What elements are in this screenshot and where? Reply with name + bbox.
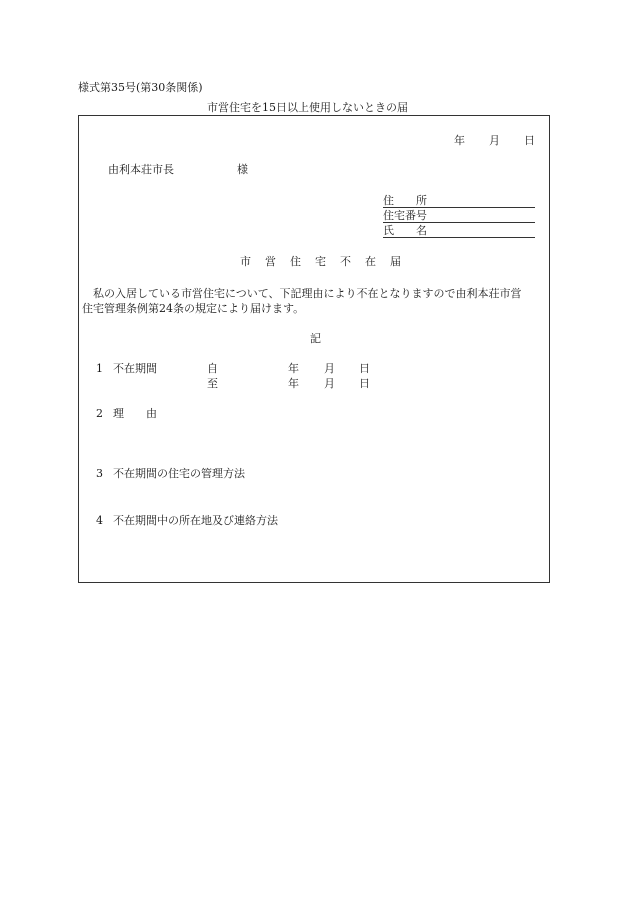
body-text-line2: 住宅管理条例第24条の規定により届けます。 — [82, 302, 305, 315]
item-1-label: 不在期間 — [113, 362, 157, 375]
addressee-honorific: 様 — [237, 163, 248, 176]
house-number-field[interactable] — [383, 209, 535, 223]
date-year-label: 年 — [454, 134, 465, 147]
addressee-name: 由利本荘市長 — [108, 163, 174, 176]
name-field[interactable] — [383, 224, 535, 238]
date-month-label: 月 — [489, 134, 500, 147]
from-year-label: 年 — [288, 362, 299, 375]
name-label: 氏 名 — [383, 224, 427, 237]
item-1-number: 1 — [96, 362, 103, 375]
item-3-label: 不在期間の住宅の管理方法 — [113, 467, 245, 480]
address-label: 住 所 — [383, 194, 427, 207]
to-day-label: 日 — [359, 377, 370, 390]
period-from-label: 自 — [207, 362, 218, 375]
period-to-label: 至 — [207, 377, 218, 390]
item-2-label: 理 由 — [113, 407, 157, 420]
from-day-label: 日 — [359, 362, 370, 375]
item-4-label: 不在期間中の所在地及び連絡方法 — [113, 514, 278, 527]
item-3-number: 3 — [96, 467, 103, 480]
document-title: 市営住宅不在届 — [240, 255, 415, 268]
form-number: 様式第35号(第30条関係) — [78, 81, 203, 94]
body-text-line1: 私の入居している市営住宅について、下記理由により不在となりますので由利本荘市営 — [93, 287, 522, 300]
ki-marker: 記 — [310, 332, 321, 345]
item-2-number: 2 — [96, 407, 103, 420]
form-subtitle: 市営住宅を15日以上使用しないときの届 — [207, 101, 408, 114]
from-month-label: 月 — [324, 362, 335, 375]
to-month-label: 月 — [324, 377, 335, 390]
address-field[interactable] — [383, 194, 535, 208]
to-year-label: 年 — [288, 377, 299, 390]
form-frame — [78, 115, 550, 583]
house-number-label: 住宅番号 — [383, 209, 427, 222]
item-4-number: 4 — [96, 514, 103, 527]
date-day-label: 日 — [524, 134, 535, 147]
